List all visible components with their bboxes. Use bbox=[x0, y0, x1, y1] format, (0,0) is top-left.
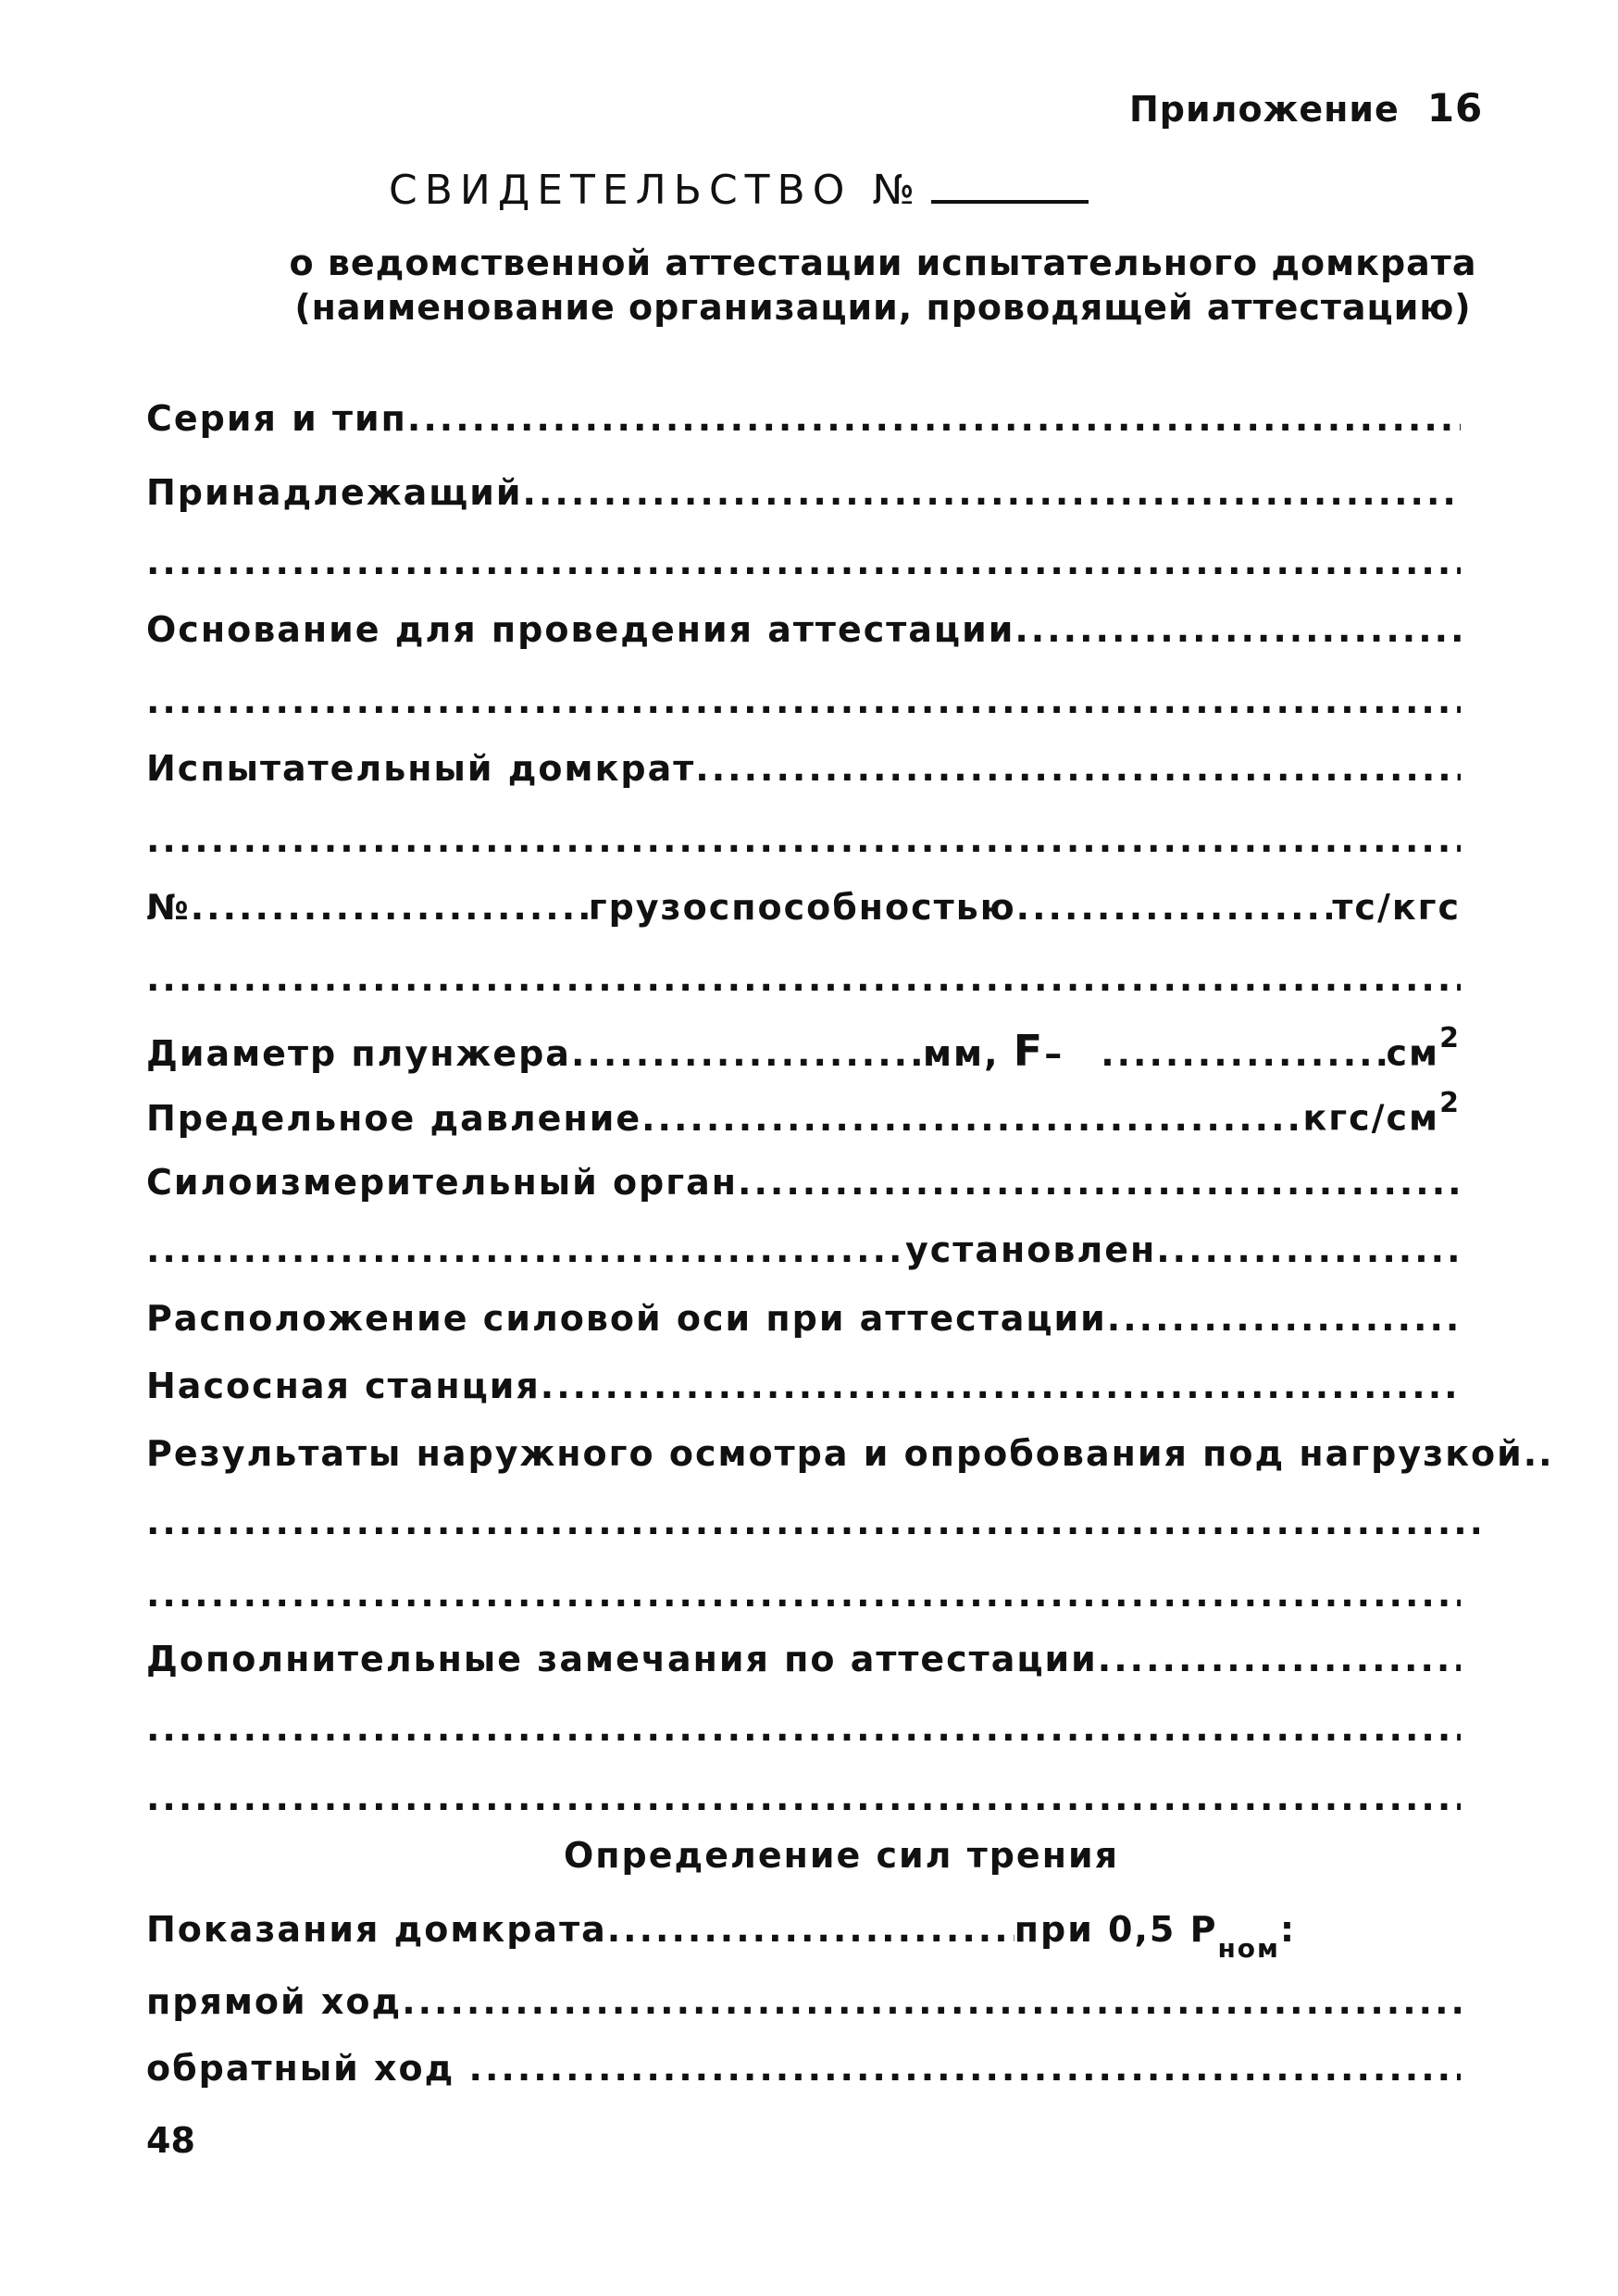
field-forward[interactable] bbox=[146, 1981, 1461, 2033]
field-series[interactable] bbox=[146, 398, 1461, 450]
fill-line[interactable] bbox=[738, 1162, 1461, 1203]
field-capacity-cont[interactable] bbox=[146, 958, 1461, 1010]
field-reverse[interactable] bbox=[146, 2048, 1461, 2100]
area-exponent: 2 bbox=[1439, 1022, 1461, 1055]
appendix-label bbox=[1129, 85, 1483, 131]
field-inspection[interactable] bbox=[146, 1433, 1554, 1485]
appendix-number: 16 bbox=[1426, 85, 1484, 131]
pump-label: Насосная станция bbox=[146, 1366, 541, 1406]
remarks-label: Дополнительные замечания по аттестации bbox=[146, 1639, 1098, 1679]
fill-line[interactable] bbox=[695, 748, 1461, 789]
area-dash: – bbox=[1044, 1033, 1064, 1074]
pressure-label: Предельное давление bbox=[146, 1097, 642, 1139]
capacity-unit: тс/кгс bbox=[1332, 887, 1461, 928]
fill-line[interactable] bbox=[407, 398, 1461, 439]
fill-line[interactable] bbox=[523, 472, 1461, 513]
capacity-label: грузоспособностью bbox=[588, 887, 1016, 928]
field-inspection-cont-1[interactable] bbox=[146, 1502, 1479, 1554]
fill-line[interactable] bbox=[541, 1366, 1461, 1406]
fill-line[interactable] bbox=[571, 1033, 923, 1074]
field-remarks-cont-1[interactable] bbox=[146, 1708, 1461, 1760]
field-pump[interactable] bbox=[146, 1366, 1461, 1417]
fill-line[interactable] bbox=[1107, 1298, 1461, 1339]
fill-line[interactable] bbox=[146, 1778, 1461, 1818]
readings-label: Показания домкрата bbox=[146, 1909, 607, 1950]
field-basis-label: Основание для проведения аттестации bbox=[146, 609, 1015, 650]
inspection-end: .. bbox=[1523, 1433, 1554, 1474]
field-inspection-cont-2[interactable] bbox=[146, 1574, 1461, 1626]
pressure-unit-text: кгс/см bbox=[1302, 1097, 1440, 1139]
certificate-number-blank[interactable] bbox=[931, 168, 1089, 204]
field-jack-cont[interactable] bbox=[146, 819, 1461, 871]
field-jack[interactable] bbox=[146, 748, 1461, 800]
area-unit-text: см bbox=[1386, 1033, 1440, 1074]
pressure-unit bbox=[1302, 1087, 1461, 1139]
fill-line[interactable] bbox=[146, 1574, 1461, 1615]
reverse-label: обратный ход bbox=[146, 2048, 455, 2089]
field-remarks-cont-2[interactable] bbox=[146, 1778, 1461, 1829]
field-owner-label: Принадлежащий bbox=[146, 472, 523, 513]
fill-line[interactable] bbox=[146, 542, 1461, 582]
plunger-label: Диаметр плунжера bbox=[146, 1033, 571, 1074]
fill-line[interactable] bbox=[146, 958, 1461, 999]
fill-line[interactable] bbox=[641, 1098, 1302, 1139]
pressure-exponent: 2 bbox=[1439, 1087, 1461, 1119]
installed-label: установлен bbox=[905, 1229, 1157, 1270]
readings-nom: ном bbox=[1217, 1932, 1280, 1964]
fill-line[interactable] bbox=[146, 1229, 905, 1270]
friction-heading: Определение сил трения bbox=[564, 1835, 1119, 1876]
area-symbol: F bbox=[1013, 1026, 1045, 1076]
fill-line[interactable] bbox=[146, 1502, 1479, 1542]
axis-label: Расположение силовой оси при аттестации bbox=[146, 1298, 1107, 1339]
subtitle-line-2: (наименование организации, проводящей аттестацию) bbox=[294, 287, 1472, 328]
field-readings[interactable] bbox=[146, 1909, 1461, 1964]
field-axis[interactable] bbox=[146, 1298, 1461, 1350]
field-basis[interactable] bbox=[146, 609, 1461, 661]
fill-line[interactable] bbox=[146, 819, 1461, 860]
fill-line[interactable] bbox=[146, 680, 1461, 721]
field-basis-cont[interactable] bbox=[146, 680, 1461, 732]
appendix-text: Приложение bbox=[1129, 89, 1400, 130]
readings-at bbox=[1014, 1909, 1297, 1964]
field-owner[interactable] bbox=[146, 472, 1461, 524]
fill-line[interactable] bbox=[146, 1708, 1461, 1749]
fill-line[interactable] bbox=[1156, 1229, 1461, 1270]
document-title bbox=[389, 167, 1089, 214]
field-pressure[interactable] bbox=[146, 1087, 1461, 1144]
fill-line[interactable] bbox=[607, 1909, 1014, 1950]
title-text: СВИДЕТЕЛЬСТВО № bbox=[389, 167, 923, 214]
field-remarks[interactable] bbox=[146, 1639, 1461, 1691]
page-number: 48 bbox=[146, 2120, 195, 2161]
field-series-label: Серия и тип bbox=[146, 398, 407, 439]
readings-at-text: при 0,5 P bbox=[1014, 1909, 1218, 1950]
force-organ-label: Силоизмерительный орган bbox=[146, 1162, 739, 1203]
plunger-unit: мм, bbox=[922, 1033, 1000, 1074]
fill-line[interactable] bbox=[191, 887, 589, 928]
field-plunger[interactable] bbox=[146, 1022, 1461, 1078]
fill-line[interactable] bbox=[1101, 1033, 1386, 1074]
fill-line[interactable] bbox=[402, 1981, 1461, 2022]
field-installed[interactable] bbox=[146, 1229, 1461, 1281]
field-force-organ[interactable] bbox=[146, 1162, 1461, 1214]
inspection-label: Результаты наружного осмотра и опробования под нагрузкой bbox=[146, 1433, 1524, 1474]
fill-line[interactable] bbox=[1016, 887, 1333, 928]
forward-label: прямой ход bbox=[146, 1981, 403, 2022]
field-jack-label: Испытательный домкрат bbox=[146, 748, 696, 789]
number-sign: № bbox=[146, 887, 191, 928]
area-unit bbox=[1386, 1022, 1461, 1074]
field-capacity[interactable] bbox=[146, 887, 1461, 939]
fill-line[interactable] bbox=[469, 2048, 1461, 2089]
subtitle-line-1: о ведомственной аттестации испытательного домкрата bbox=[289, 243, 1477, 283]
readings-colon: : bbox=[1279, 1909, 1297, 1950]
fill-line[interactable] bbox=[1098, 1639, 1461, 1679]
field-owner-cont[interactable] bbox=[146, 542, 1461, 593]
fill-line[interactable] bbox=[1014, 609, 1461, 650]
